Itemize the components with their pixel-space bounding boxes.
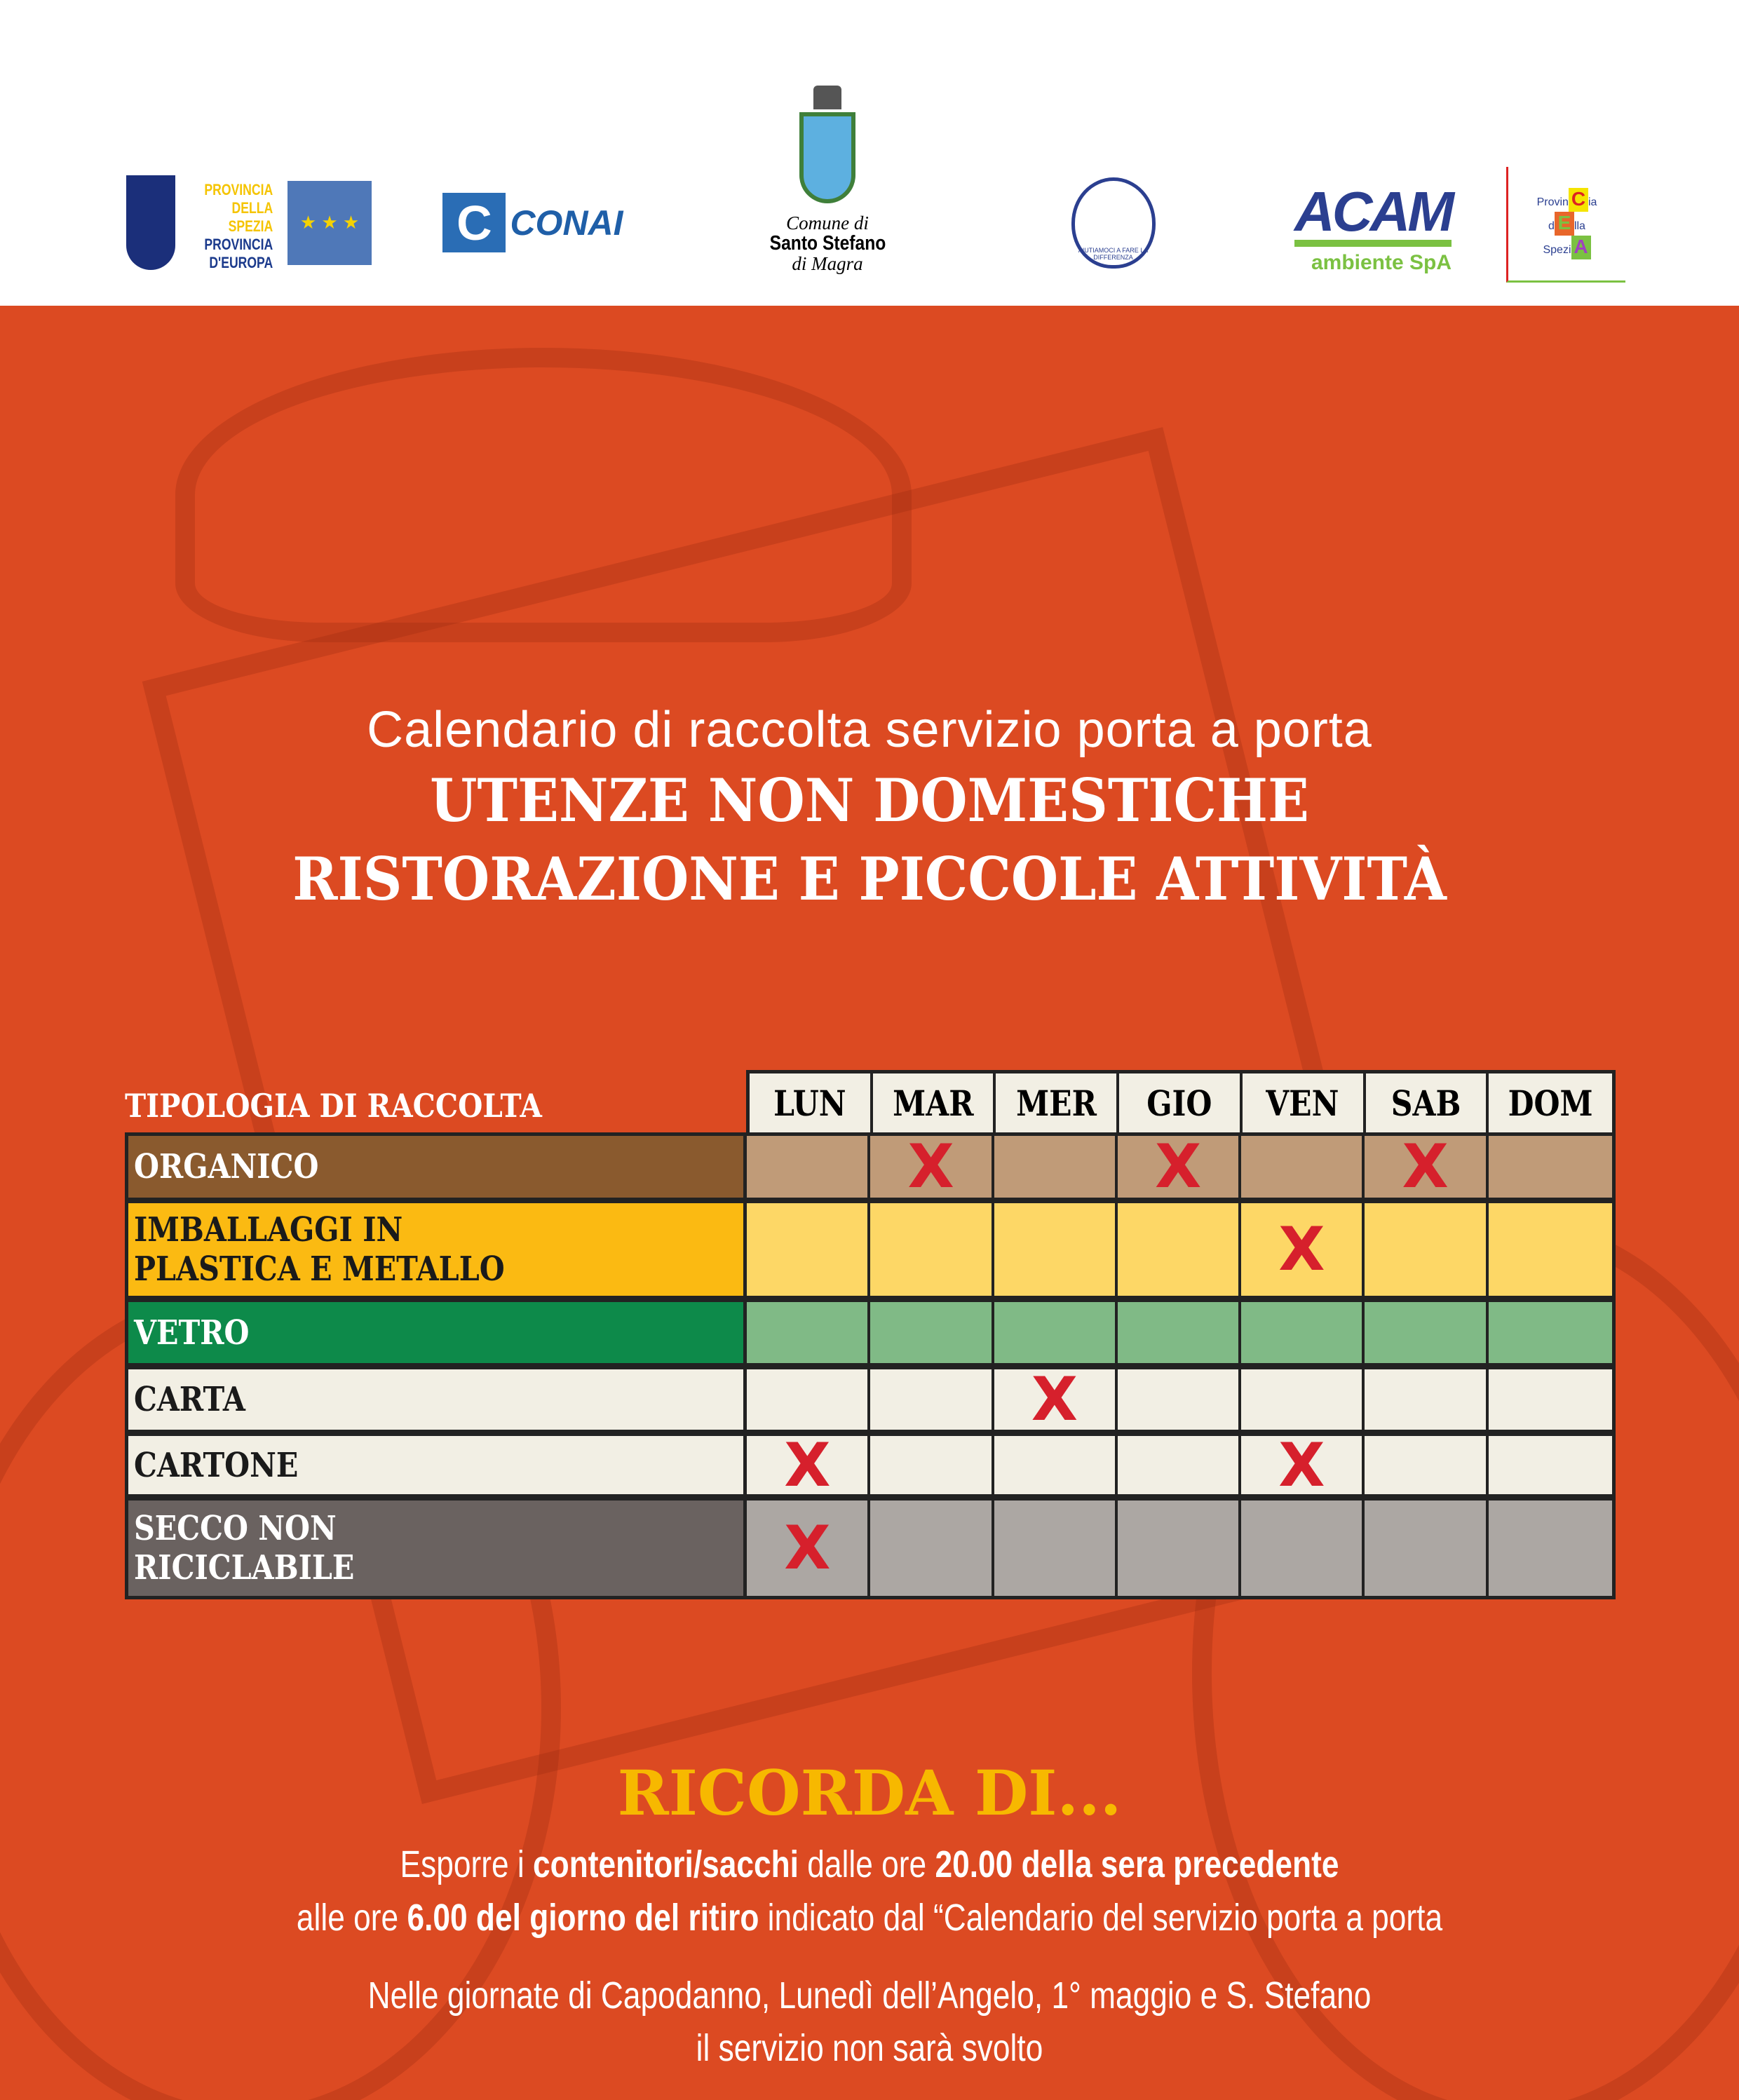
collection-mark: X [784,1430,831,1501]
day-label: SAB [1390,1082,1461,1124]
day-cell [994,1364,1118,1435]
day-cell [1241,1501,1365,1596]
day-cell [1489,1436,1612,1494]
logo-text: Santo Stefano [769,232,886,255]
reminder-text-segment: Esporre i [400,1843,534,1885]
day-cell [1489,1136,1612,1198]
collection-mark: X [907,1132,954,1202]
acam-logo [1224,180,1452,275]
day-cell [747,1369,870,1430]
day-cell [1118,1369,1241,1430]
day-cell [1241,1203,1365,1296]
holiday-note-line-1: Nelle giornate di Capodanno, Lunedì dell’Angelo, 1° maggio e S. Stefano [367,1974,1372,2017]
logo-text: Comune di [786,212,869,233]
day-cell [747,1501,870,1596]
collection-mark: X [1278,1214,1325,1285]
logo-text: A [1571,236,1591,259]
table-row [125,1497,1616,1599]
logo-text: AIUTIAMOCI A FARE LA DIFFERENZA [1071,177,1156,269]
day-cell [994,1203,1118,1296]
reminder-text-segment: 6.00 del giorno del ritiro [407,1897,759,1939]
provincia-crest-icon [126,175,175,270]
day-header-gio [1119,1073,1243,1132]
day-cell [994,1436,1118,1494]
day-cell [1365,1436,1488,1494]
comune-crest-icon [799,112,855,203]
day-cell [1118,1132,1241,1202]
table-row [125,1430,1616,1501]
day-label: LUN [773,1082,846,1124]
logo-text: C [1569,188,1588,212]
day-header-sab [1366,1073,1489,1132]
provincia-la-spezia-logo [116,175,382,270]
day-cell [1241,1369,1365,1430]
day-cell [1489,1302,1612,1363]
subtitle: Calendario di raccolta servizio porta a porta [367,702,1372,758]
logo-text: di Magra [792,253,863,274]
logo-text: lla [1574,220,1585,232]
reminder-text-segment: contenitori/sacchi [533,1843,799,1885]
day-cell [870,1501,994,1596]
logo-header [0,0,1739,306]
row-label-text: ORGANICO [134,1147,319,1186]
day-cell [1118,1501,1241,1596]
reminder-title: RICORDA DI... [617,1756,1122,1829]
day-cell [747,1203,870,1296]
day-cell [1365,1501,1488,1596]
day-cell [870,1132,994,1202]
day-header-mar [873,1073,996,1132]
table-row [125,1366,1616,1433]
day-cell [1365,1203,1488,1296]
day-cell [870,1302,994,1363]
holiday-note-line-2: il servizio non sarà svolto [696,2027,1043,2069]
logo-text: D'EUROPA [209,253,273,271]
logo-text: DELLA SPEZIA [228,198,273,235]
day-cell [1489,1501,1612,1596]
logo-text: CONAI [510,203,623,243]
days-header-row [746,1070,1616,1136]
row-label [128,1436,747,1494]
day-cell [870,1369,994,1430]
day-header-mer [996,1073,1119,1132]
day-cell [1241,1136,1365,1198]
day-label: DOM [1508,1082,1593,1124]
collection-type-header: TIPOLOGIA DI RACCOLTA [125,1087,542,1125]
day-cell [1241,1302,1365,1363]
day-label: VEN [1266,1082,1339,1124]
collection-mark: X [1154,1132,1202,1202]
row-label [128,1369,747,1430]
day-label: MAR [892,1082,974,1124]
row-label [128,1302,747,1363]
row-label-text: SECCO NON RICICLABILE [134,1509,355,1587]
day-cell [1241,1430,1365,1501]
reminder-text-segment: alle ore [296,1897,407,1939]
day-header-dom [1489,1073,1612,1132]
reminder-line-1 [156,1843,1583,1886]
row-label-text: CARTA [134,1380,245,1419]
logo-text: PROVINCIA [204,180,273,198]
collection-mark: X [1402,1132,1449,1202]
day-cell [1118,1302,1241,1363]
day-cell [1365,1369,1488,1430]
day-cell [1118,1436,1241,1494]
day-cell [870,1436,994,1494]
day-header-lun [750,1073,873,1132]
title-line-2: RISTORAZIONE E PICCOLE ATTIVITÀ [292,844,1447,914]
conai-mark-icon: C [442,193,506,252]
collection-mark: X [784,1513,831,1583]
logo-text: Spezi [1543,244,1571,256]
logo-text: d [1548,220,1555,232]
day-cell [1118,1203,1241,1296]
title-line-1: UTENZE NON DOMESTICHE [430,766,1309,835]
reminder-text-segment: 20.00 della sera precedente [935,1843,1339,1885]
conai-logo [442,193,624,252]
comune-logo [750,105,905,280]
reminder-text-segment: indicato dal “Calendario del servizio porta a porta [759,1897,1443,1939]
collection-mark: X [1031,1364,1078,1435]
day-cell [1365,1302,1488,1363]
table-row [125,1299,1616,1367]
day-cell [1365,1132,1488,1202]
eu-stars-icon: ★ ★ ★ [287,181,372,265]
row-label [128,1136,747,1198]
row-label [128,1501,747,1596]
row-label-text: VETRO [134,1313,250,1353]
logo-text: PROVINCIA [204,235,273,253]
day-cell [994,1302,1118,1363]
aiutiamoci-logo [1066,168,1161,277]
day-label: MER [1015,1082,1097,1124]
day-cell [747,1302,870,1363]
day-header-ven [1243,1073,1366,1132]
day-cell [870,1203,994,1296]
row-label-text: IMBALLAGGI IN PLASTICA E METALLO [134,1210,505,1289]
logo-text: ACAM [1294,184,1452,247]
logo-text: ia [1588,196,1597,208]
day-cell [1489,1203,1612,1296]
row-label [128,1203,747,1296]
reminder-line-2 [156,1896,1583,1939]
logo-text: ambiente SpA [1311,251,1452,274]
collection-mark: X [1278,1430,1325,1501]
day-cell [994,1501,1118,1596]
day-cell [747,1430,870,1501]
logo-text: Provin [1536,196,1569,208]
table-row [125,1200,1616,1299]
day-label: GIO [1146,1082,1212,1124]
row-label-text: CARTONE [134,1445,299,1485]
day-cell [1489,1369,1612,1430]
day-cell [994,1136,1118,1198]
table-row [125,1132,1616,1201]
pea-logo [1506,167,1625,283]
logo-text: E [1555,212,1574,236]
day-cell [747,1136,870,1198]
reminder-text-segment: dalle ore [798,1843,935,1885]
